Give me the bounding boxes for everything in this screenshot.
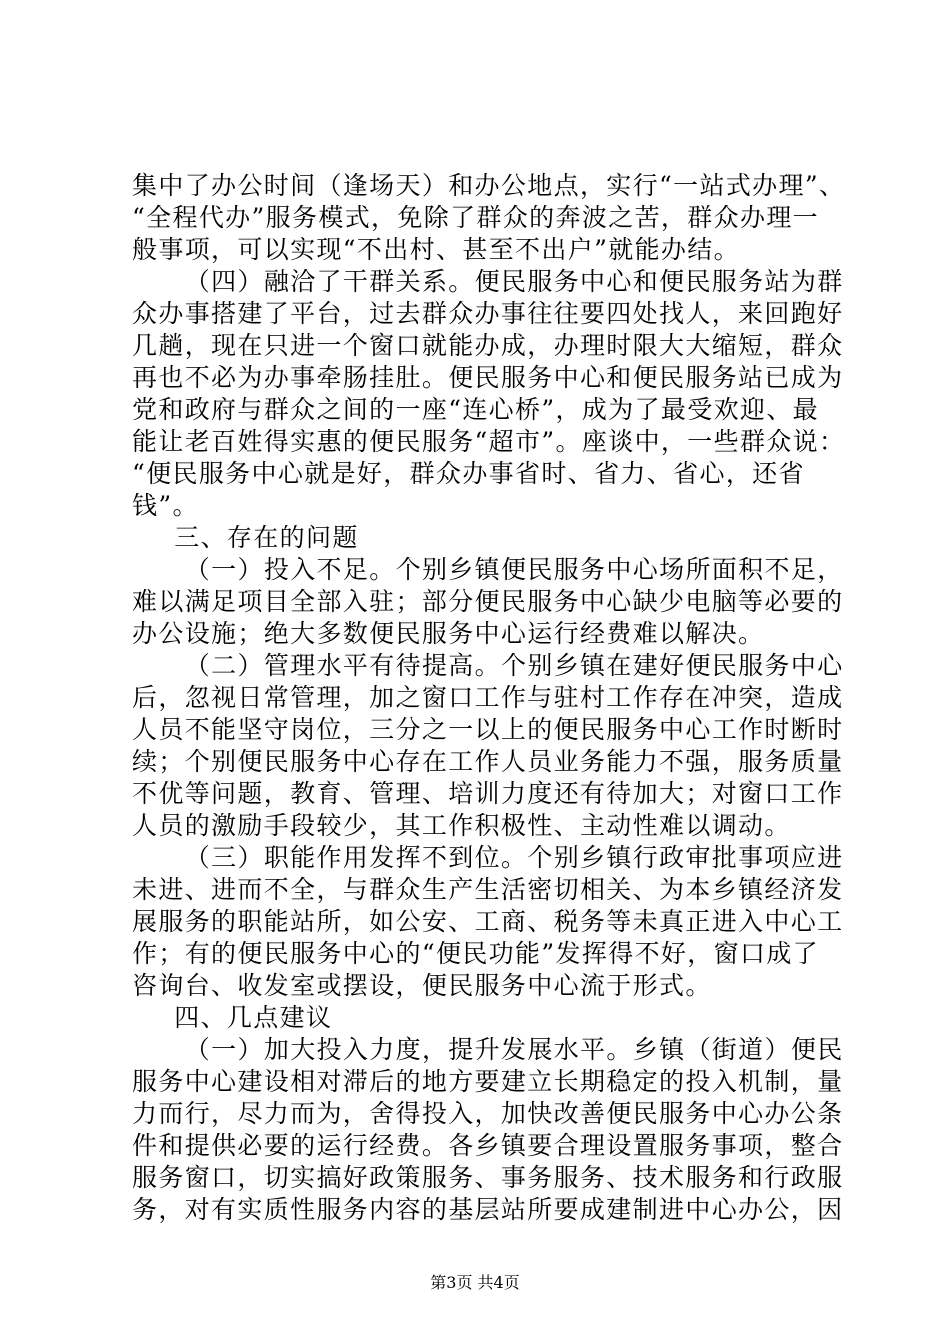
text-line: 能让老百姓得实惠的便民服务“超市”。座谈中，一些群众说： [132, 427, 846, 456]
text-line: 众办事搭建了平台，过去群众办事往往要四处找人，来回跑好 [132, 299, 844, 328]
text-line: （三）职能作用发挥不到位。个别乡镇行政审批事项应进 [184, 843, 844, 872]
text-line: 力而行，尽力而为，舍得投入，加快改善便民服务中心办公条 [132, 1099, 844, 1128]
text-line: 党和政府与群众之间的一座“连心桥”，成为了最受欢迎、最 [132, 395, 820, 424]
text-line: （一）加大投入力度，提升发展水平。乡镇（街道）便民 [184, 1035, 844, 1064]
text-line: 未进、进而不全，与群众生产生活密切相关、为本乡镇经济发 [132, 875, 844, 904]
text-line: 集中了办公时间（逢场天）和办公地点，实行“一站式办理”、 [132, 171, 846, 200]
text-line: 务，对有实质性服务内容的基层站所要成建制进中心办公，因 [132, 1195, 844, 1224]
text-line: 般事项，可以实现“不出村、甚至不出户”就能办结。 [132, 235, 740, 264]
text-line: 办公设施；绝大多数便民服务中心运行经费难以解决。 [132, 619, 765, 648]
document-body [132, 170, 846, 1226]
text-line: 服务中心建设相对滞后的地方要建立长期稳定的投入机制，量 [132, 1067, 844, 1096]
text-line: 续；个别便民服务中心存在工作人员业务能力不强，服务质量 [132, 747, 844, 776]
text-line: 件和提供必要的运行经费。各乡镇要合理设置服务事项，整合 [132, 1131, 844, 1160]
text-line: （二）管理水平有待提高。个别乡镇在建好便民服务中心 [184, 651, 844, 680]
text-line: 咨询台、收发室或摆设，便民服务中心流于形式。 [132, 971, 712, 1000]
text-line: 人员的激励手段较少，其工作积极性、主动性难以调动。 [132, 811, 791, 840]
text-line: （四）融洽了干群关系。便民服务中心和便民服务站为群 [184, 267, 844, 296]
text-line: 人员不能坚守岗位，三分之一以上的便民服务中心工作时断时 [132, 715, 844, 744]
text-line: 钱”。 [132, 491, 199, 520]
text-line: 难以满足项目全部入驻；部分便民服务中心缺少电脑等必要的 [132, 587, 844, 616]
text-line: 展服务的职能站所，如公安、工商、税务等未真正进入中心工 [132, 907, 844, 936]
text-line: 再也不必为办事牵肠挂肚。便民服务中心和便民服务站已成为 [132, 363, 844, 392]
text-line: 作；有的便民服务中心的“便民功能”发挥得不好，窗口成了 [132, 939, 820, 968]
page-footer [0, 1273, 950, 1293]
text-line: “便民服务中心就是好，群众办事省时、省力、省心，还省 [132, 459, 805, 488]
text-line: 服务窗口，切实搞好政策服务、事务服务、技术服务和行政服 [132, 1163, 844, 1192]
text-line: 三、存在的问题 [174, 523, 359, 552]
text-line: “全程代办”服务模式，免除了群众的奔波之苦，群众办理一 [132, 203, 820, 232]
text-line: 几趟，现在只进一个窗口就能办成，办理时限大大缩短，群众 [132, 331, 844, 360]
text-line: （一）投入不足。个别乡镇便民服务中心场所面积不足， [184, 555, 844, 584]
text-line: 不优等问题，教育、管理、培训力度还有待加大；对窗口工作 [132, 779, 844, 808]
text-line: 四、几点建议 [174, 1003, 333, 1032]
page-number: 第3页 共4页 [430, 1273, 520, 1292]
text-line: 后，忽视日常管理，加之窗口工作与驻村工作存在冲突，造成 [132, 683, 844, 712]
